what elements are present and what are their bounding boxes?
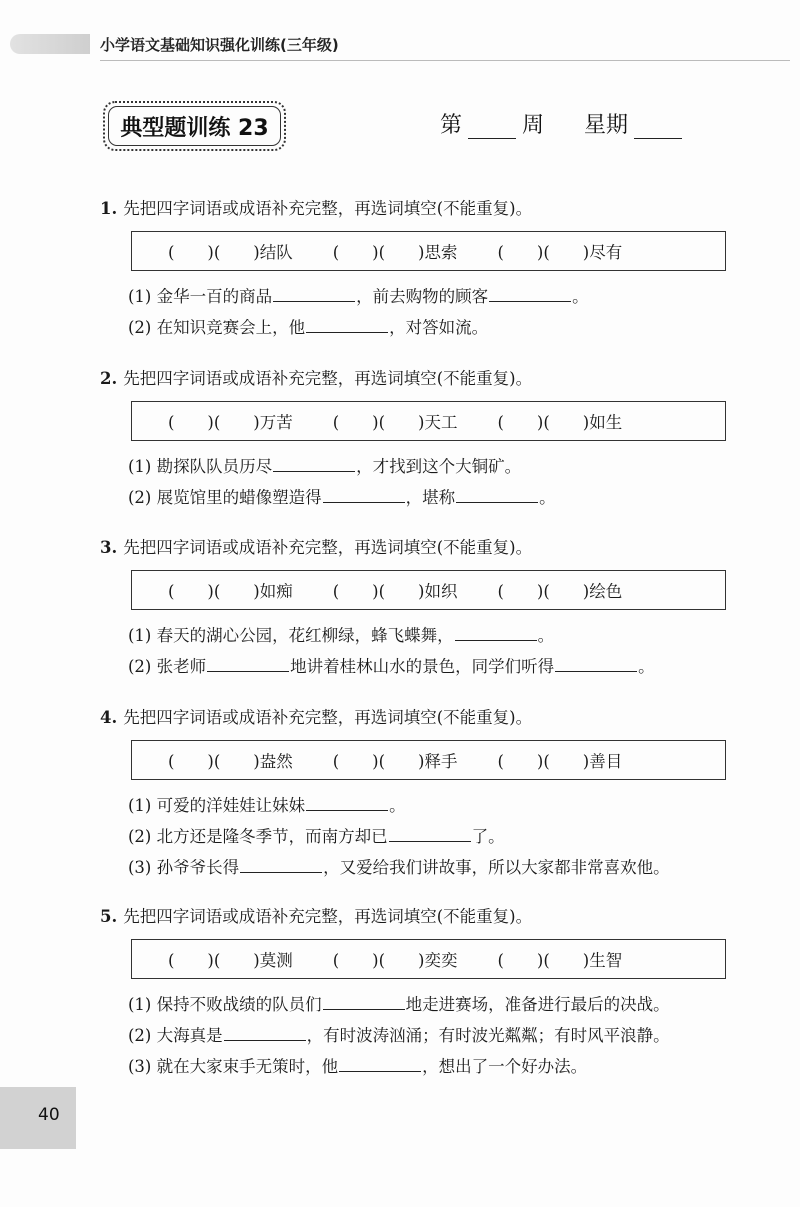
sub-number: (2): [128, 488, 152, 507]
week-prefix: 第: [440, 113, 463, 138]
idiom-box: [131, 740, 726, 780]
answer-blank[interactable]: [489, 283, 571, 302]
answer-blank[interactable]: [456, 484, 538, 503]
idiom-blank[interactable]: ( )( )如生: [497, 413, 623, 432]
sub-number: (3): [128, 1057, 152, 1076]
idiom-blank[interactable]: ( )( )尽有: [497, 243, 623, 262]
sub-text: ，对答如流。: [389, 318, 489, 337]
question-number: 5.: [100, 907, 118, 926]
sub-text: 地讲着桂林山水的景色，同学们听得: [290, 657, 555, 676]
sub-text: 地走进赛场，准备进行最后的决战。: [405, 995, 670, 1014]
question-text: 先把四字词语或成语补充完整，再选词填空(不能重复)。: [123, 369, 533, 388]
sub-text: 。: [638, 657, 655, 676]
idiom-blank[interactable]: ( )( )莫测: [168, 951, 293, 970]
question-text: 先把四字词语或成语补充完整，再选词填空(不能重复)。: [123, 538, 533, 557]
answer-blank[interactable]: [273, 283, 355, 302]
question-prompt: [100, 706, 760, 730]
question-prompt: [100, 197, 760, 221]
sub-number: (3): [128, 858, 152, 877]
week-blank[interactable]: [468, 118, 516, 139]
sub-number: (1): [128, 796, 152, 815]
answer-blank[interactable]: [389, 823, 471, 842]
book-title: 小学语文基础知识强化训练(三年级): [100, 36, 339, 54]
question-3: [100, 536, 760, 682]
question-number: 1.: [100, 199, 118, 218]
answer-blank[interactable]: [455, 622, 537, 641]
question-prompt: [100, 905, 760, 929]
answer-blank[interactable]: [273, 453, 355, 472]
answer-blank[interactable]: [306, 792, 388, 811]
sub-text: 展览馆里的蜡像塑造得: [156, 488, 322, 507]
idiom-blank[interactable]: ( )( )如织: [332, 582, 458, 601]
sub-question: [128, 281, 760, 312]
question-number: 4.: [100, 708, 118, 727]
sub-number: (2): [128, 657, 152, 676]
sub-text: 春天的湖心公园，花红柳绿，蜂飞蝶舞，: [156, 626, 454, 645]
sub-text: ，又爱给我们讲故事，所以大家都非常喜欢他。: [323, 858, 670, 877]
sub-text: 。: [389, 796, 406, 815]
sub-text: 。: [539, 488, 556, 507]
question-2: [100, 367, 760, 513]
idiom-blank[interactable]: ( )( )思索: [332, 243, 458, 262]
sub-text: 就在大家束手无策时，他: [156, 1057, 339, 1076]
sub-text: ，才找到这个大铜矿。: [356, 457, 522, 476]
question-4: [100, 706, 760, 883]
idiom-blank[interactable]: ( )( )万苦: [168, 413, 293, 432]
sub-question: [128, 451, 760, 482]
idiom-blank[interactable]: ( )( )善目: [497, 752, 623, 771]
sub-text: 金华一百的商品: [156, 287, 273, 306]
sub-number: (1): [128, 287, 152, 306]
sub-text: 在知识竞赛会上，他: [156, 318, 306, 337]
sub-question: [128, 1020, 760, 1051]
question-number: 2.: [100, 369, 118, 388]
idiom-blank[interactable]: ( )( )如痴: [168, 582, 293, 601]
idiom-blank[interactable]: ( )( )生智: [497, 951, 623, 970]
sub-text: ，前去购物的顾客: [356, 287, 489, 306]
weekday-blank[interactable]: [634, 118, 682, 139]
week-day-line: [440, 108, 688, 139]
question-5: [100, 905, 760, 1082]
sub-question: [128, 482, 760, 513]
sub-question: [128, 312, 760, 343]
idiom-box: [131, 939, 726, 979]
weekday-label: 星期: [584, 113, 629, 138]
sub-text: 保持不败战绩的队员们: [156, 995, 322, 1014]
sub-question: [128, 620, 760, 651]
question-prompt: [100, 536, 760, 560]
sub-text: ，有时波涛汹涌；有时波光粼粼；有时风平浪静。: [306, 1026, 670, 1045]
idiom-box: [131, 570, 726, 610]
sub-question: [128, 852, 760, 883]
idiom-box: [131, 401, 726, 441]
sub-text: 可爱的洋娃娃让妹妹: [156, 796, 306, 815]
answer-blank[interactable]: [555, 653, 637, 672]
sub-text: 。: [572, 287, 589, 306]
sub-text: 北方还是隆冬季节，而南方却已: [156, 827, 388, 846]
answer-blank[interactable]: [207, 653, 289, 672]
sub-text: 勘探队队员历尽: [156, 457, 273, 476]
answer-blank[interactable]: [323, 991, 405, 1010]
sub-question: [128, 651, 760, 682]
question-number: 3.: [100, 538, 118, 557]
idiom-blank[interactable]: ( )( )结队: [168, 243, 293, 262]
sub-text: 大海真是: [156, 1026, 223, 1045]
page-number: 40: [38, 1105, 60, 1125]
question-text: 先把四字词语或成语补充完整，再选词填空(不能重复)。: [123, 907, 533, 926]
sub-text: 了。: [471, 827, 505, 846]
sub-question: [128, 1051, 760, 1082]
sub-text: 张老师: [156, 657, 207, 676]
idiom-blank[interactable]: ( )( )盎然: [168, 752, 293, 771]
idiom-blank[interactable]: ( )( )绘色: [497, 582, 623, 601]
answer-blank[interactable]: [306, 314, 388, 333]
sub-number: (2): [128, 318, 152, 337]
question-prompt: [100, 367, 760, 391]
question-1: [100, 197, 760, 343]
answer-blank[interactable]: [339, 1053, 421, 1072]
sub-number: (2): [128, 1026, 152, 1045]
sub-number: (1): [128, 626, 152, 645]
header-decor-bar: [10, 34, 90, 54]
week-word: 周: [522, 113, 545, 138]
exercise-title-box: [103, 101, 286, 151]
question-text: 先把四字词语或成语补充完整，再选词填空(不能重复)。: [123, 199, 533, 218]
idiom-blank[interactable]: ( )( )天工: [332, 413, 458, 432]
header-rule: [100, 60, 790, 61]
idiom-box: [131, 231, 726, 271]
sub-text: 。: [537, 626, 555, 645]
sub-text: 孙爷爷长得: [156, 858, 240, 877]
sub-text: ，想出了一个好办法。: [422, 1057, 588, 1076]
answer-blank[interactable]: [240, 854, 322, 873]
sub-number: (1): [128, 457, 152, 476]
idiom-blank[interactable]: ( )( )释手: [332, 752, 458, 771]
sub-question: [128, 790, 760, 821]
answer-blank[interactable]: [224, 1022, 306, 1041]
idiom-blank[interactable]: ( )( )奕奕: [332, 951, 458, 970]
sub-number: (1): [128, 995, 152, 1014]
sub-question: [128, 989, 760, 1020]
sub-question: [128, 821, 760, 852]
answer-blank[interactable]: [323, 484, 405, 503]
question-text: 先把四字词语或成语补充完整，再选词填空(不能重复)。: [123, 708, 533, 727]
sub-number: (2): [128, 827, 152, 846]
sub-text: ，堪称: [405, 488, 456, 507]
exercise-title: 典型题训练 23: [120, 115, 269, 141]
